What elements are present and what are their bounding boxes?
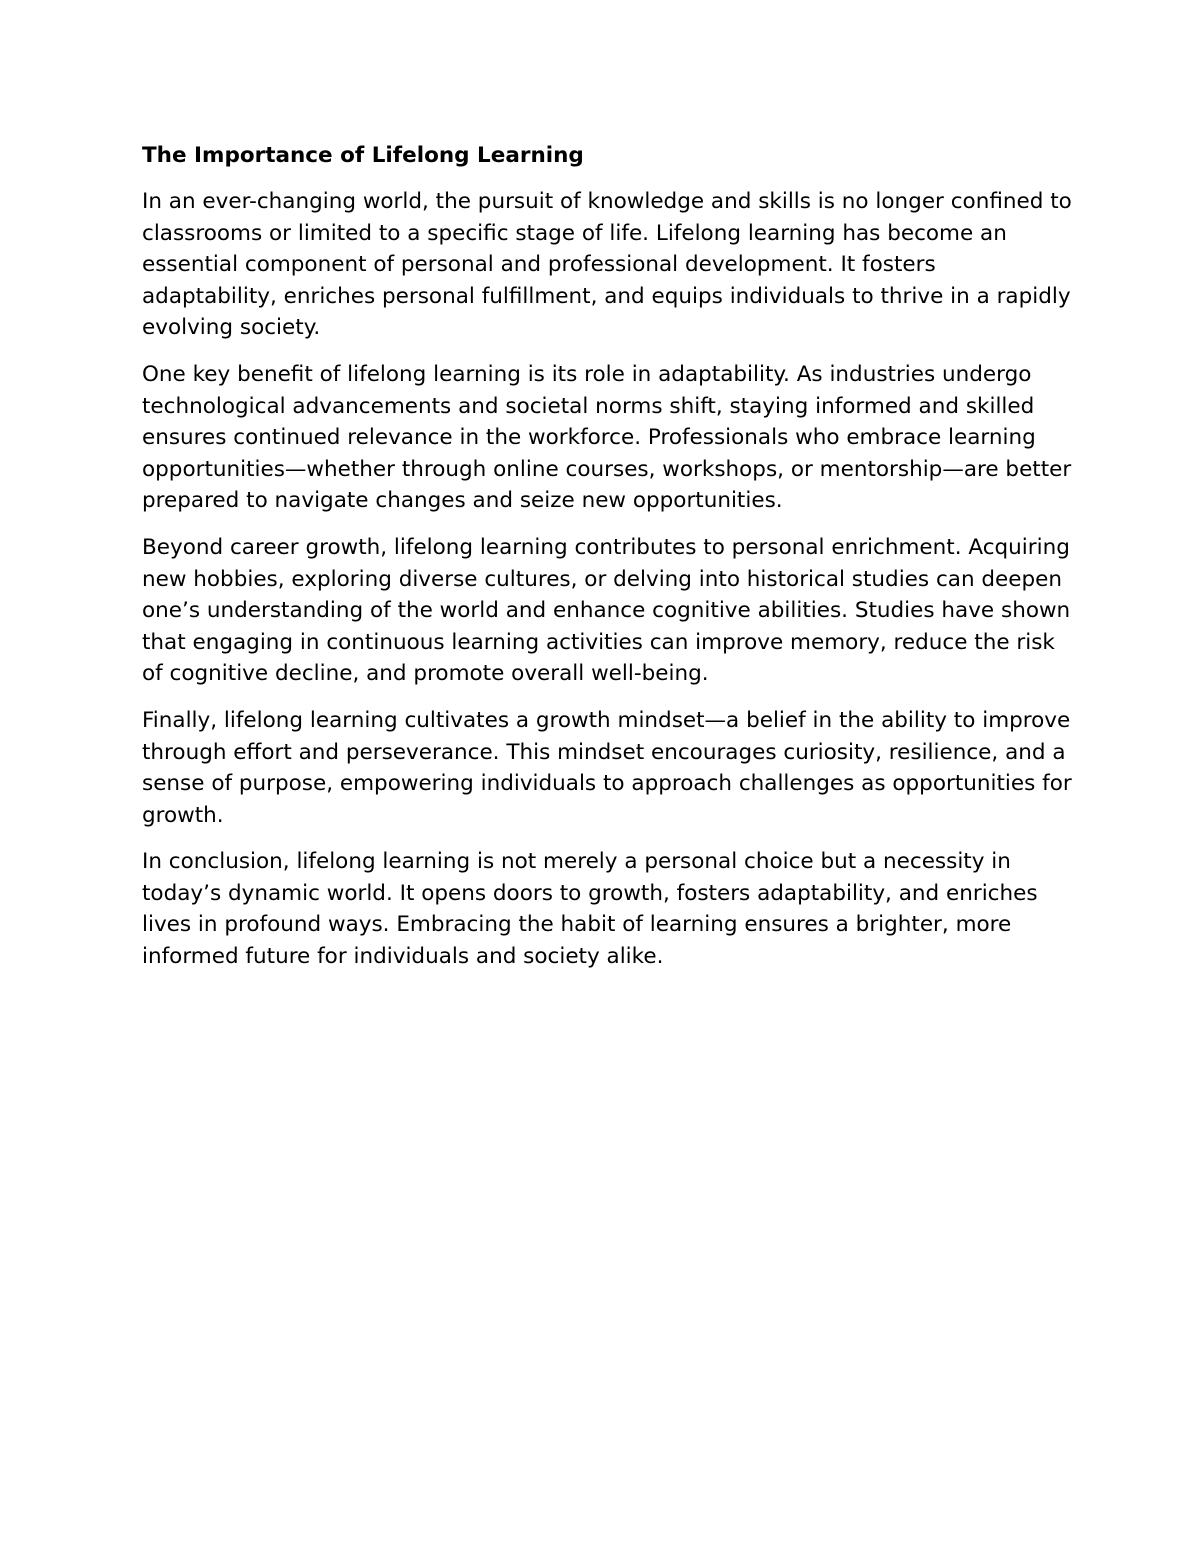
paragraph-conclusion: In conclusion, lifelong learning is not merely a personal choice but a necessity in today’s dynamic world. It opens doors to growth, fosters adaptability, and enriches lives in profound ways. Embracing the habit of learning ensures a brighter, more informed future for individuals and society alike. [142,849,1038,970]
paragraph-introduction: In an ever-changing world, the pursuit of knowledge and skills is no longer confined to classrooms or limited to a specific stage of life. Lifelong learning has become an essential component of personal and professional development. It fosters adaptability, enriches personal fulfillment, and equips individuals to thrive in a rapidly evolving society. [142,189,1072,341]
paragraph-personal-enrichment: Beyond career growth, lifelong learning contributes to personal enrichment. Acquiring new hobbies, exploring diverse cultures, or delving into historical studies can deepen one’s understanding of the world and enhance cognitive abilities. Studies have shown that engaging in continuous learning activities can improve memory, reduce the risk of cognitive decline, and promote overall well-being. [142,534,1071,687]
paragraph-growth-mindset: Finally, lifelong learning cultivates a growth mindset—a belief in the ability to improve through effort and perseverance. This mindset encourages curiosity, resilience, and a sense of purpose, empowering individuals to approach challenges as opportunities for growth. [142,707,1072,828]
document-body [142,140,1072,988]
document-title: The Importance of Lifelong Learning [142,143,584,168]
paragraph-adaptability: One key benefit of lifelong learning is its role in adaptability. As industries undergo technological advancements and societal norms shift, staying informed and skilled ensures continued relevance in the workforce. Professionals who embrace learning opportunities—whether through online courses, workshops, or mentorship—are better prepared to navigate changes and seize new opportunities. [142,361,1072,514]
